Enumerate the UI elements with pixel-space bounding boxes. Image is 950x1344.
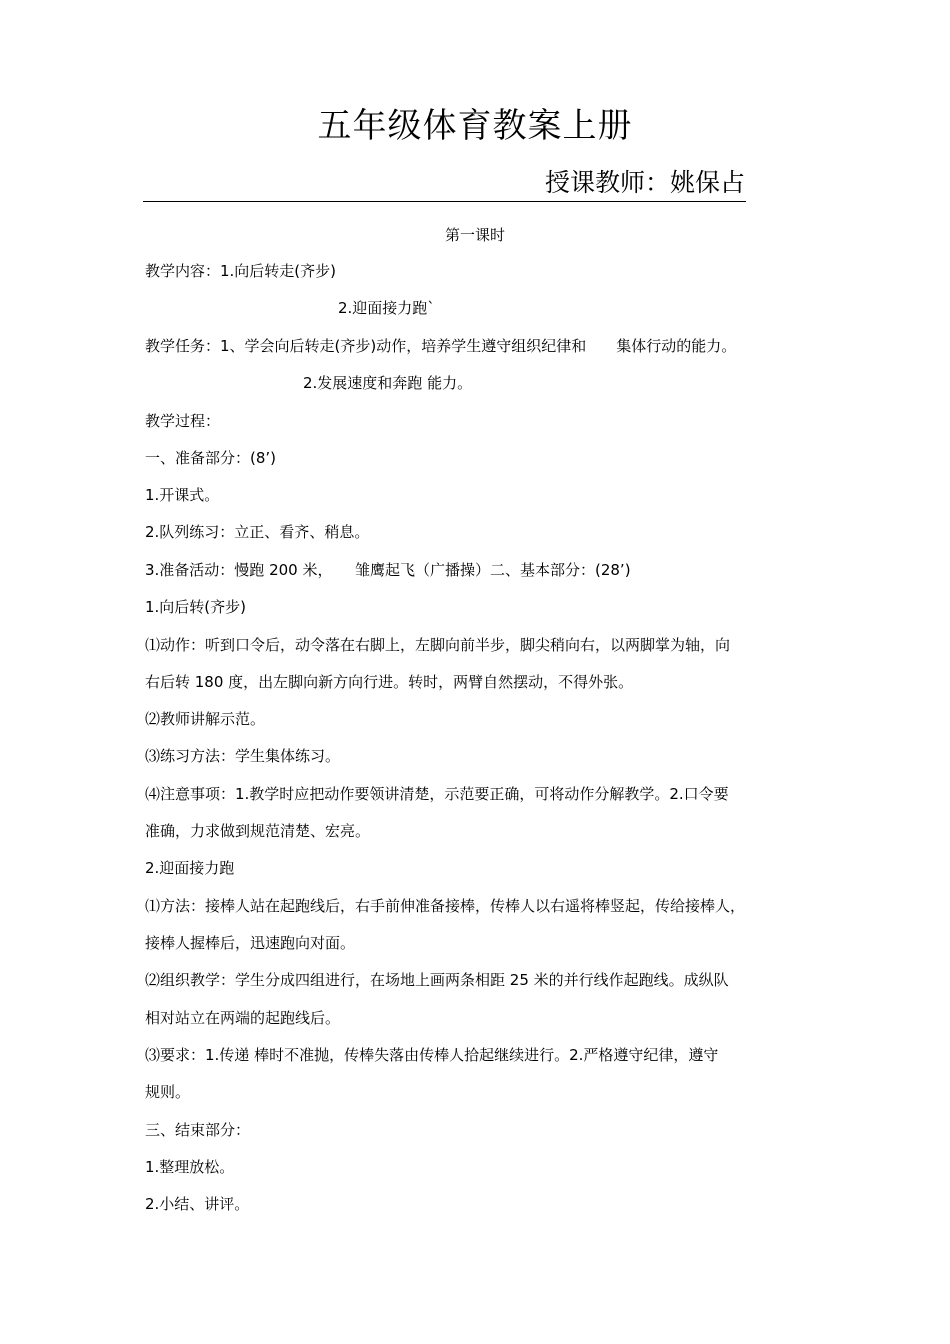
text-line: 右后转 180 度，出左脚向新方向行进。转时，两臂自然摆动，不得外张。 <box>145 673 634 691</box>
text-line: 1.整理放松。 <box>145 1158 235 1176</box>
text-line: ⑶要求：1.传递 棒时不准抛，传棒失落由传棒人拾起继续进行。2.严格遵守纪律，遵守 <box>145 1046 719 1064</box>
teaching-content: 教学内容：1.向后转走(齐步) <box>145 262 337 280</box>
text-line: 2.迎面接力跑 <box>145 859 235 877</box>
teaching-tasks-item-2: 2.发展速度和奔跑 能力。 <box>303 374 473 392</box>
text-line: 准确，力求做到规范清楚、宏亮。 <box>145 822 371 840</box>
text-line: ⑴动作：听到口令后，动令落在右脚上，左脚向前半步，脚尖稍向右，以两脚掌为轴，向 <box>145 636 731 654</box>
header-divider <box>143 201 746 202</box>
teaching-tasks: 教学任务：1、学会向后转走(齐步)动作，培养学生遵守组织纪律和 集体行动的能力。 <box>145 337 737 355</box>
lesson-heading: 第一课时 <box>444 226 505 244</box>
text-line: ⑵组织教学：学生分成四组进行，在场地上画两条相距 25 米的并行线作起跑线。成纵队 <box>145 971 729 989</box>
teaching-process-heading: 教学过程： <box>145 412 221 430</box>
text-line: 3.准备活动：慢跑 200 米， 雏鹰起飞（广播操）二、基本部分：(28’) <box>145 561 631 579</box>
text-line: 1.向后转(齐步) <box>145 598 247 616</box>
text-line: 1.开课式。 <box>145 486 220 504</box>
text-line: ⑷注意事项：1.教学时应把动作要领讲清楚，示范要正确，可将动作分解教学。2.口令要 <box>145 785 729 803</box>
text-line: 2.队列练习：立正、看齐、稍息。 <box>145 523 370 541</box>
text-line: 相对站立在两端的起跑线后。 <box>145 1009 341 1027</box>
section-heading: 一、准备部分：(8’) <box>145 449 277 467</box>
text-line: ⑴方法：接棒人站在起跑线后，右手前伸准备接棒，传棒人以右遥将棒竖起，传给接棒人， <box>145 897 746 915</box>
teaching-content-item-2: 2.迎面接力跑` <box>338 299 435 317</box>
text-line: 规则。 <box>145 1083 191 1101</box>
document-title: 五年级体育教案上册 <box>317 106 633 146</box>
section-heading: 三、结束部分： <box>145 1121 251 1139</box>
text-line: 2.小结、讲评。 <box>145 1195 250 1213</box>
teacher-name: 授课教师：姚保占 <box>544 168 745 197</box>
text-line: ⑶练习方法：学生集体练习。 <box>145 747 341 765</box>
text-line: ⑵教师讲解示范。 <box>145 710 266 728</box>
text-line: 接棒人握棒后，迅速跑向对面。 <box>145 934 356 952</box>
